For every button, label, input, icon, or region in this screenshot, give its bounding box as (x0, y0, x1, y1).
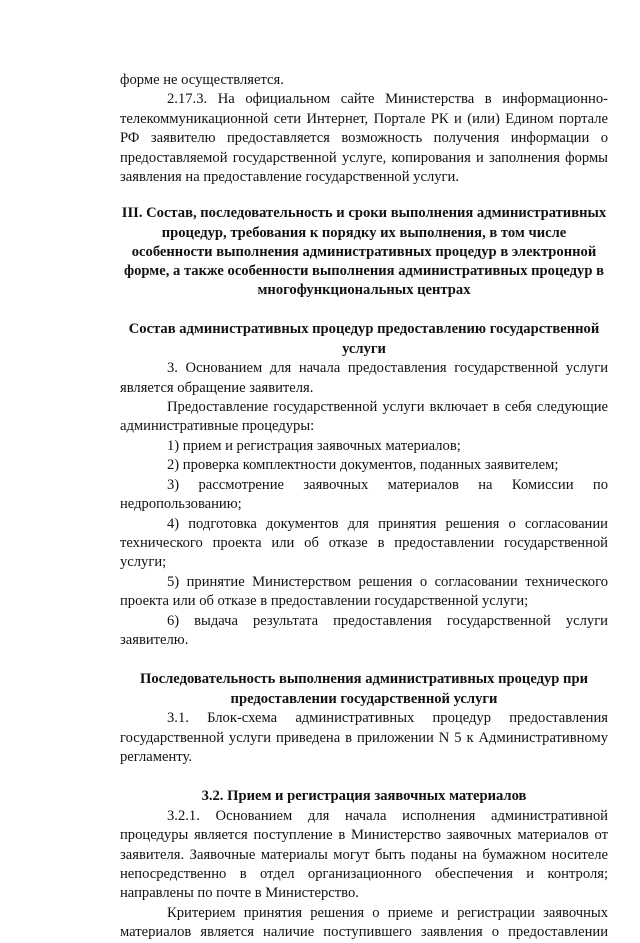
paragraph-3-1: 3.1. Блок-схема административных процедур предоставления государственной услуги приведена в приложении N 5 к Административному регламенту. (120, 710, 608, 765)
list-item: 5) принятие Министерством решения о согласовании технического проекта или об отказе в предоставлении государственной услуги; (120, 573, 608, 610)
subheading-sequence: Последовательность выполнения административных процедур при предоставлении государственной услуги (139, 671, 588, 707)
list-item: 1) прием и регистрация заявочных материалов; (167, 437, 461, 454)
paragraph-2-17-3: 2.17.3. На официальном сайте Министерства в информационно-телекоммуникационной сети Интернет, Портале РК и (или) Едином портале РФ заявителю предоставляется возможность получения информации о предоставляемой государственной услуге, копирования и заполнения формы заявления на предоставление государственной услуги. (120, 91, 608, 186)
section-heading-iii: III. Состав, последовательность и сроки выполнения административных процедур, требования к порядку их выполнения, в том числе особенности выполнения административных процедур в электронной форме, а также особенности выполнения административных процедур в многофункциональных центрах (121, 205, 607, 299)
list-item: 6) выдача результата предоставления государственной услуги заявителю. (120, 612, 608, 648)
subheading-3-2: 3.2. Прием и регистрация заявочных материалов (201, 788, 527, 805)
list-item: 4) подготовка документов для принятия решения о согласовании технического проекта или об отказе в предоставлении государственной услуги; (120, 515, 608, 571)
paragraph-includes: Предоставление государственной услуги включает в себя следующие административные процедуры: (120, 399, 608, 435)
paragraph-criterion: Критерием принятия решения о приеме и регистрации заявочных материалов является наличие поступившего заявления о предоставлении (120, 904, 608, 941)
list-item: 3) рассмотрение заявочных материалов на Комиссии по недропользованию; (120, 476, 608, 513)
document-page (120, 71, 608, 943)
paragraph-3-2-1: 3.2.1. Основанием для начала исполнения административной процедуры является поступление в Министерство заявочных материалов от заявителя. Заявочные материалы могут быть поданы на бумажном носителе непосредственно в отдел организационного обеспечения и контроля; направлены по почте в Министерство. (120, 807, 608, 902)
list-item: 2) проверка комплектности документов, поданных заявителем; (167, 457, 559, 474)
subheading-composition: Состав административных процедур предоставлению государственной услуги (128, 321, 600, 357)
paragraph-3: 3. Основанием для начала предоставления государственной услуги является обращение заявителя. (120, 360, 608, 396)
paragraph-continuation: форме не осуществляется. (120, 72, 284, 88)
